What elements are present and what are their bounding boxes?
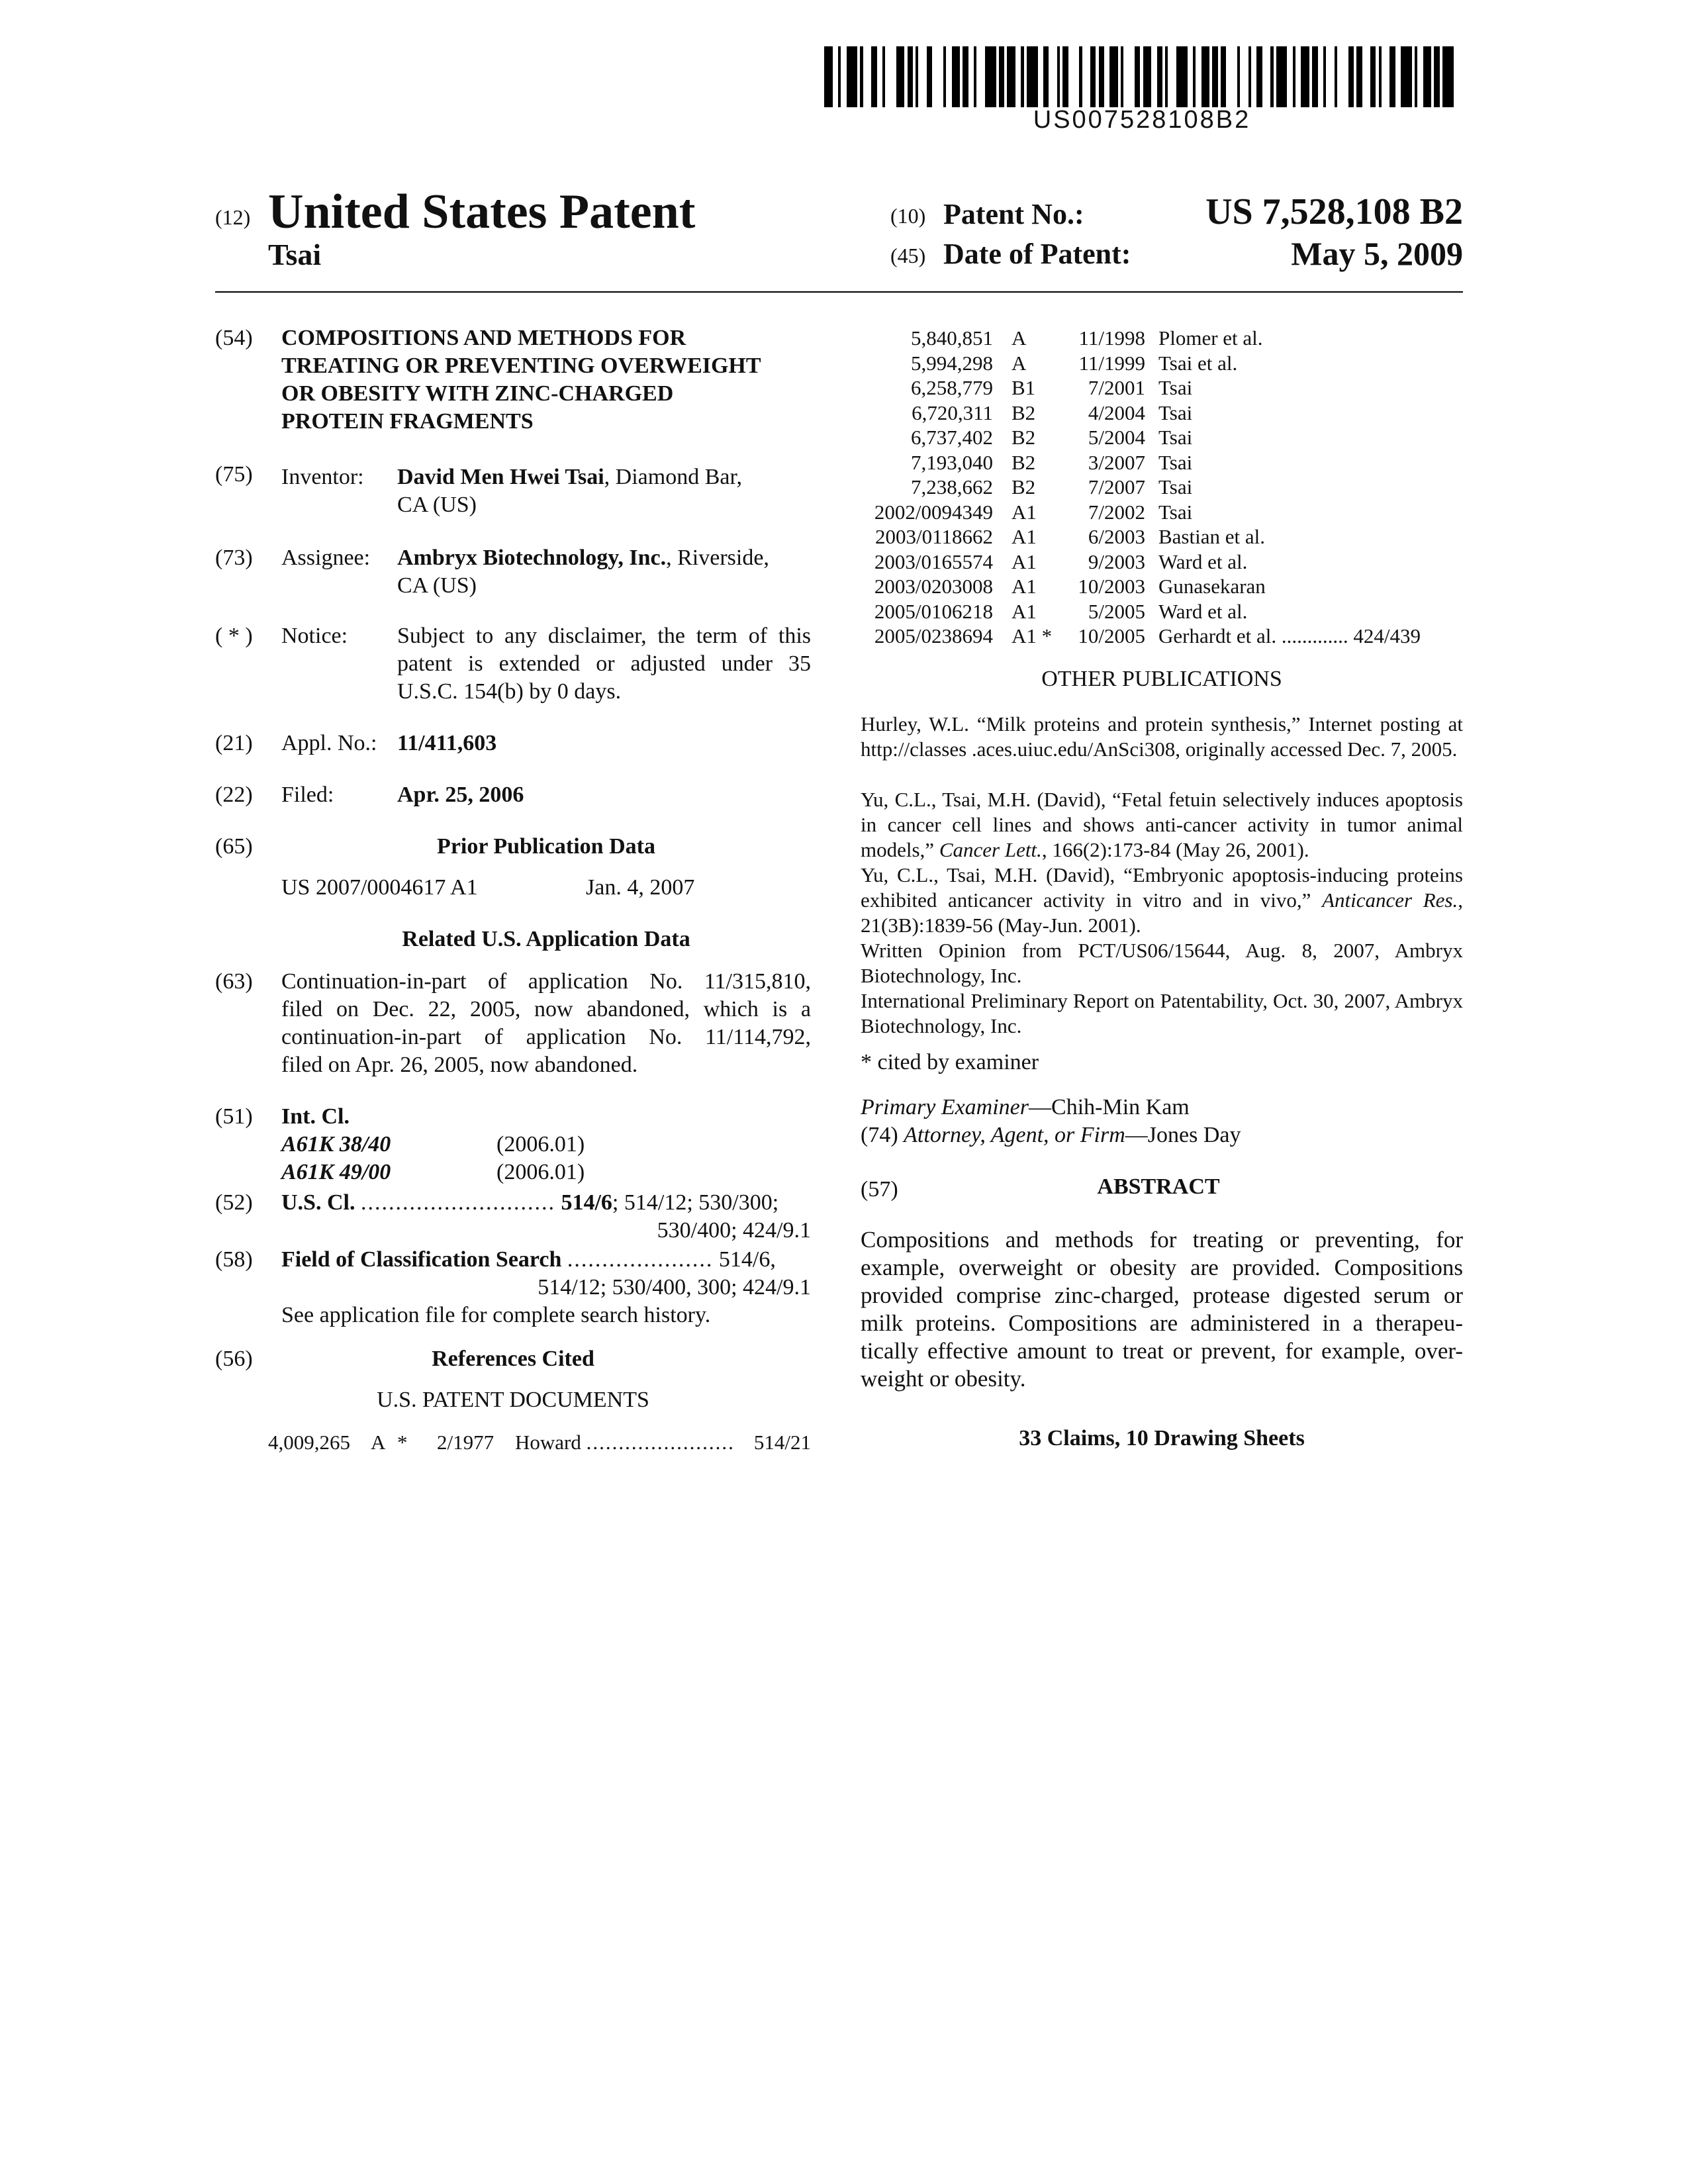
publication-4: Written Opinion from PCT/US06/15644, Aug. 8, 2007, Ambryx Biotechnology, Inc. bbox=[861, 939, 1463, 987]
code-58: (58) bbox=[215, 1247, 253, 1272]
reference-number: 2003/0118662 bbox=[875, 525, 993, 548]
us-patent-docs-heading: U.S. PATENT DOCUMENTS bbox=[377, 1388, 649, 1412]
reference-date: 10/2005 bbox=[1078, 624, 1145, 647]
us-cl-dots: ............................ bbox=[360, 1190, 555, 1215]
int-cl-class: A61K 49/00 bbox=[281, 1160, 391, 1184]
int-cl-version: (2006.01) bbox=[496, 1160, 585, 1184]
reference-number: 7,193,040 bbox=[911, 450, 993, 474]
reference-name: Tsai bbox=[1158, 500, 1193, 524]
us-cl-main: 514/6 bbox=[561, 1190, 612, 1215]
code-22: (22) bbox=[215, 783, 253, 807]
us-cl-label: U.S. Cl. bbox=[281, 1190, 355, 1215]
inventor-location: , Diamond Bar, bbox=[604, 465, 742, 489]
prior-pub-date: Jan. 4, 2007 bbox=[586, 875, 695, 900]
reference-kind: A1 bbox=[1012, 525, 1037, 548]
us-cl-line-2: 530/400; 424/9.1 bbox=[657, 1218, 811, 1243]
reference-date: 6/2003 bbox=[1088, 525, 1145, 548]
code-75: (75) bbox=[215, 462, 253, 487]
code-73: (73) bbox=[215, 546, 253, 570]
reference-number: 5,994,298 bbox=[911, 351, 993, 375]
reference-name: Tsai et al. bbox=[1158, 351, 1238, 375]
reference-kind: B2 bbox=[1012, 450, 1036, 474]
publication-3: Yu, C.L., Tsai, M.H. (David), “Embryonic apoptosis-inducing proteins exhibited anticancer activity in vitro and in vivo,” Anticancer Res., 21(3B):1839-56 (May-Jun. 2001). bbox=[861, 863, 1463, 937]
barcode-number: US007528108B2 bbox=[1033, 106, 1251, 134]
publication-5: International Preliminary Report on Patentability, Oct. 30, 2007, Ambryx Biotechnology, Inc. bbox=[861, 989, 1463, 1037]
us-cl-rest: ; 514/12; 530/300; bbox=[612, 1190, 779, 1215]
reference-kind: A1 bbox=[1012, 599, 1037, 623]
reference-date: 2/1977 bbox=[437, 1431, 494, 1454]
code-21: (21) bbox=[215, 731, 253, 755]
reference-number: 2003/0203008 bbox=[874, 575, 993, 598]
notice-text: Subject to any disclaimer, the term of this patent is extended or adjusted under 35 U.S.C. 154(b) by 0 days. bbox=[397, 624, 811, 704]
reference-name: Tsai bbox=[1158, 376, 1193, 399]
claims-summary: 33 Claims, 10 Drawing Sheets bbox=[1019, 1426, 1305, 1450]
reference-kind: B2 bbox=[1012, 401, 1036, 424]
reference-kind: A bbox=[1012, 351, 1027, 375]
reference-star: * bbox=[397, 1431, 408, 1454]
field-search-dots: ..................... bbox=[567, 1247, 714, 1272]
reference-number: 2002/0094349 bbox=[874, 500, 993, 524]
code-52: (52) bbox=[215, 1190, 253, 1215]
notice-label: Notice: bbox=[281, 624, 348, 648]
patent-no-label: Patent No.: bbox=[943, 198, 1084, 230]
reference-number: 6,720,311 bbox=[912, 401, 993, 424]
filed-date: Apr. 25, 2006 bbox=[397, 783, 524, 807]
kind-code-12: (12) bbox=[215, 205, 251, 229]
reference-kind: B2 bbox=[1012, 475, 1036, 499]
code-57: (57) bbox=[861, 1177, 898, 1202]
field-search-value: 514/6, bbox=[718, 1247, 776, 1272]
reference-name: Howard ....................... bbox=[515, 1431, 735, 1454]
title-line: PROTEIN FRAGMENTS bbox=[281, 409, 534, 434]
field-search-note: See application file for complete search history. bbox=[281, 1303, 711, 1327]
inventor-name: David Men Hwei Tsai bbox=[397, 465, 604, 489]
reference-name: Plomer et al. bbox=[1158, 326, 1263, 350]
inventor-block bbox=[397, 463, 821, 519]
field-search-line bbox=[281, 1246, 776, 1274]
reference-date: 3/2007 bbox=[1088, 450, 1145, 474]
reference-name: Ward et al. bbox=[1158, 599, 1248, 623]
reference-row: 4,009,265 bbox=[268, 1431, 350, 1454]
inventor-location-2: CA (US) bbox=[397, 493, 477, 517]
primary-examiner: Primary Examiner—Chih-Min Kam bbox=[861, 1095, 1190, 1119]
reference-name: Tsai bbox=[1158, 450, 1193, 474]
inventor-surname: Tsai bbox=[268, 238, 322, 271]
barcode bbox=[824, 46, 1460, 107]
document-title: United States Patent bbox=[268, 185, 696, 239]
reference-number: 7,238,662 bbox=[911, 475, 993, 499]
related-heading: Related U.S. Application Data bbox=[402, 927, 690, 951]
int-cl-version: (2006.01) bbox=[496, 1132, 585, 1157]
reference-date: 7/2002 bbox=[1088, 500, 1145, 524]
reference-date: 7/2007 bbox=[1088, 475, 1145, 499]
field-search-label: Field of Classification Search bbox=[281, 1247, 562, 1272]
reference-kind: A1 bbox=[1012, 575, 1037, 598]
references-heading: References Cited bbox=[432, 1347, 594, 1371]
patent-date: May 5, 2009 bbox=[1291, 235, 1463, 272]
reference-name: Gunasekaran bbox=[1158, 575, 1266, 598]
appl-no: 11/411,603 bbox=[397, 731, 497, 755]
us-cl-line bbox=[281, 1189, 778, 1217]
reference-date: 5/2005 bbox=[1088, 599, 1145, 623]
title-line: OR OBESITY WITH ZINC-CHARGED bbox=[281, 381, 674, 406]
reference-number: 6,737,402 bbox=[911, 426, 993, 449]
publication-1: Hurley, W.L. “Milk proteins and protein synthesis,” Internet posting at http://classes .aces.uiuc.edu/AnSci308, originally accessed Dec. 7, 2005. bbox=[861, 712, 1463, 761]
reference-kind: A1 bbox=[1012, 549, 1037, 573]
reference-number: 2005/0238694 bbox=[874, 624, 993, 647]
reference-class: 514/21 bbox=[753, 1431, 811, 1454]
filed-label: Filed: bbox=[281, 783, 334, 807]
cited-by-examiner: * cited by examiner bbox=[861, 1050, 1039, 1074]
patent-number: US 7,528,108 B2 bbox=[1205, 191, 1463, 232]
inventor-label: Inventor: bbox=[281, 465, 364, 489]
reference-date: 11/1999 bbox=[1078, 351, 1145, 375]
assignee-location: , Riverside, bbox=[666, 546, 769, 570]
title-line: COMPOSITIONS AND METHODS FOR bbox=[281, 326, 686, 350]
reference-date: 10/2003 bbox=[1078, 575, 1145, 598]
reference-kind: A bbox=[371, 1431, 386, 1454]
assignee-name: Ambryx Biotechnology, Inc. bbox=[397, 546, 667, 570]
reference-kind: A1 * bbox=[1012, 624, 1053, 647]
reference-name: Bastian et al. bbox=[1158, 525, 1265, 548]
code-54: (54) bbox=[215, 326, 253, 350]
invention-title bbox=[281, 324, 811, 436]
reference-date: 11/1998 bbox=[1078, 326, 1145, 350]
code-56: (56) bbox=[215, 1347, 253, 1371]
reference-name: Tsai bbox=[1158, 401, 1193, 424]
date-label: Date of Patent: bbox=[943, 238, 1131, 270]
reference-date: 4/2004 bbox=[1088, 401, 1145, 424]
prior-pub-heading: Prior Publication Data bbox=[437, 834, 655, 859]
reference-number: 2003/0165574 bbox=[874, 549, 993, 573]
assignee-label: Assignee: bbox=[281, 546, 371, 570]
reference-kind: B1 bbox=[1012, 376, 1036, 399]
reference-kind: A bbox=[1012, 326, 1027, 350]
code-10: (10) bbox=[890, 204, 926, 228]
reference-kind: A1 bbox=[1012, 500, 1037, 524]
publication-2: Yu, C.L., Tsai, M.H. (David), “Fetal fetuin selectively induces apoptosis in cancer cell lines and shows anti-cancer activity in tumor animal models,” Cancer Lett., 166(2):173-84 (May 26, 2001). bbox=[861, 788, 1463, 861]
assignee-location-2: CA (US) bbox=[397, 573, 477, 598]
other-publications-heading: OTHER PUBLICATIONS bbox=[1041, 667, 1282, 691]
reference-name: Gerhardt et al. ............. 424/439 bbox=[1158, 624, 1421, 647]
field-search-line-2: 514/12; 530/400, 300; 424/9.1 bbox=[538, 1275, 811, 1300]
reference-name: Ward et al. bbox=[1158, 549, 1248, 573]
code-51: (51) bbox=[215, 1104, 253, 1129]
reference-name: Tsai bbox=[1158, 426, 1193, 449]
code-65: (65) bbox=[215, 834, 253, 859]
code-45: (45) bbox=[890, 244, 926, 267]
related-text: Continuation-in-part of application No. 11/315,810, filed on Dec. 22, 2005, now abandoned, which is a continuation-in-part of application No. 11/114,792, filed on Apr. 26, 2005, now abandoned. bbox=[281, 969, 811, 1077]
code-63: (63) bbox=[215, 969, 253, 994]
reference-date: 7/2001 bbox=[1088, 376, 1145, 399]
reference-date: 5/2004 bbox=[1088, 426, 1145, 449]
appl-no-label: Appl. No.: bbox=[281, 731, 377, 755]
header-rule bbox=[215, 291, 1463, 293]
prior-pub-number: US 2007/0004617 A1 bbox=[281, 875, 478, 900]
int-cl-class: A61K 38/40 bbox=[281, 1132, 391, 1157]
abstract-heading: ABSTRACT bbox=[1097, 1174, 1220, 1199]
abstract-text: Compositions and methods for treating or preventing, for example, overweight or obesity are provided. Compositions provided comprise zinc-charged, protease digested serum or milk proteins. Compositions are administered in a therapeu- tically effective amount to treat or prevent, for example, over- weight or obesity. bbox=[861, 1227, 1463, 1392]
title-line: TREATING OR PREVENTING OVERWEIGHT bbox=[281, 354, 761, 378]
reference-kind: B2 bbox=[1012, 426, 1036, 449]
reference-number: 6,258,779 bbox=[911, 376, 993, 399]
reference-number: 2005/0106218 bbox=[874, 599, 993, 623]
attorney: (74) Attorney, Agent, or Firm—Jones Day bbox=[861, 1123, 1241, 1147]
int-cl-label: Int. Cl. bbox=[281, 1104, 350, 1129]
reference-date: 9/2003 bbox=[1088, 549, 1145, 573]
reference-name: Tsai bbox=[1158, 475, 1193, 499]
assignee-block bbox=[397, 544, 821, 600]
reference-number: 5,840,851 bbox=[911, 326, 993, 350]
code-notice: ( * ) bbox=[215, 624, 253, 648]
